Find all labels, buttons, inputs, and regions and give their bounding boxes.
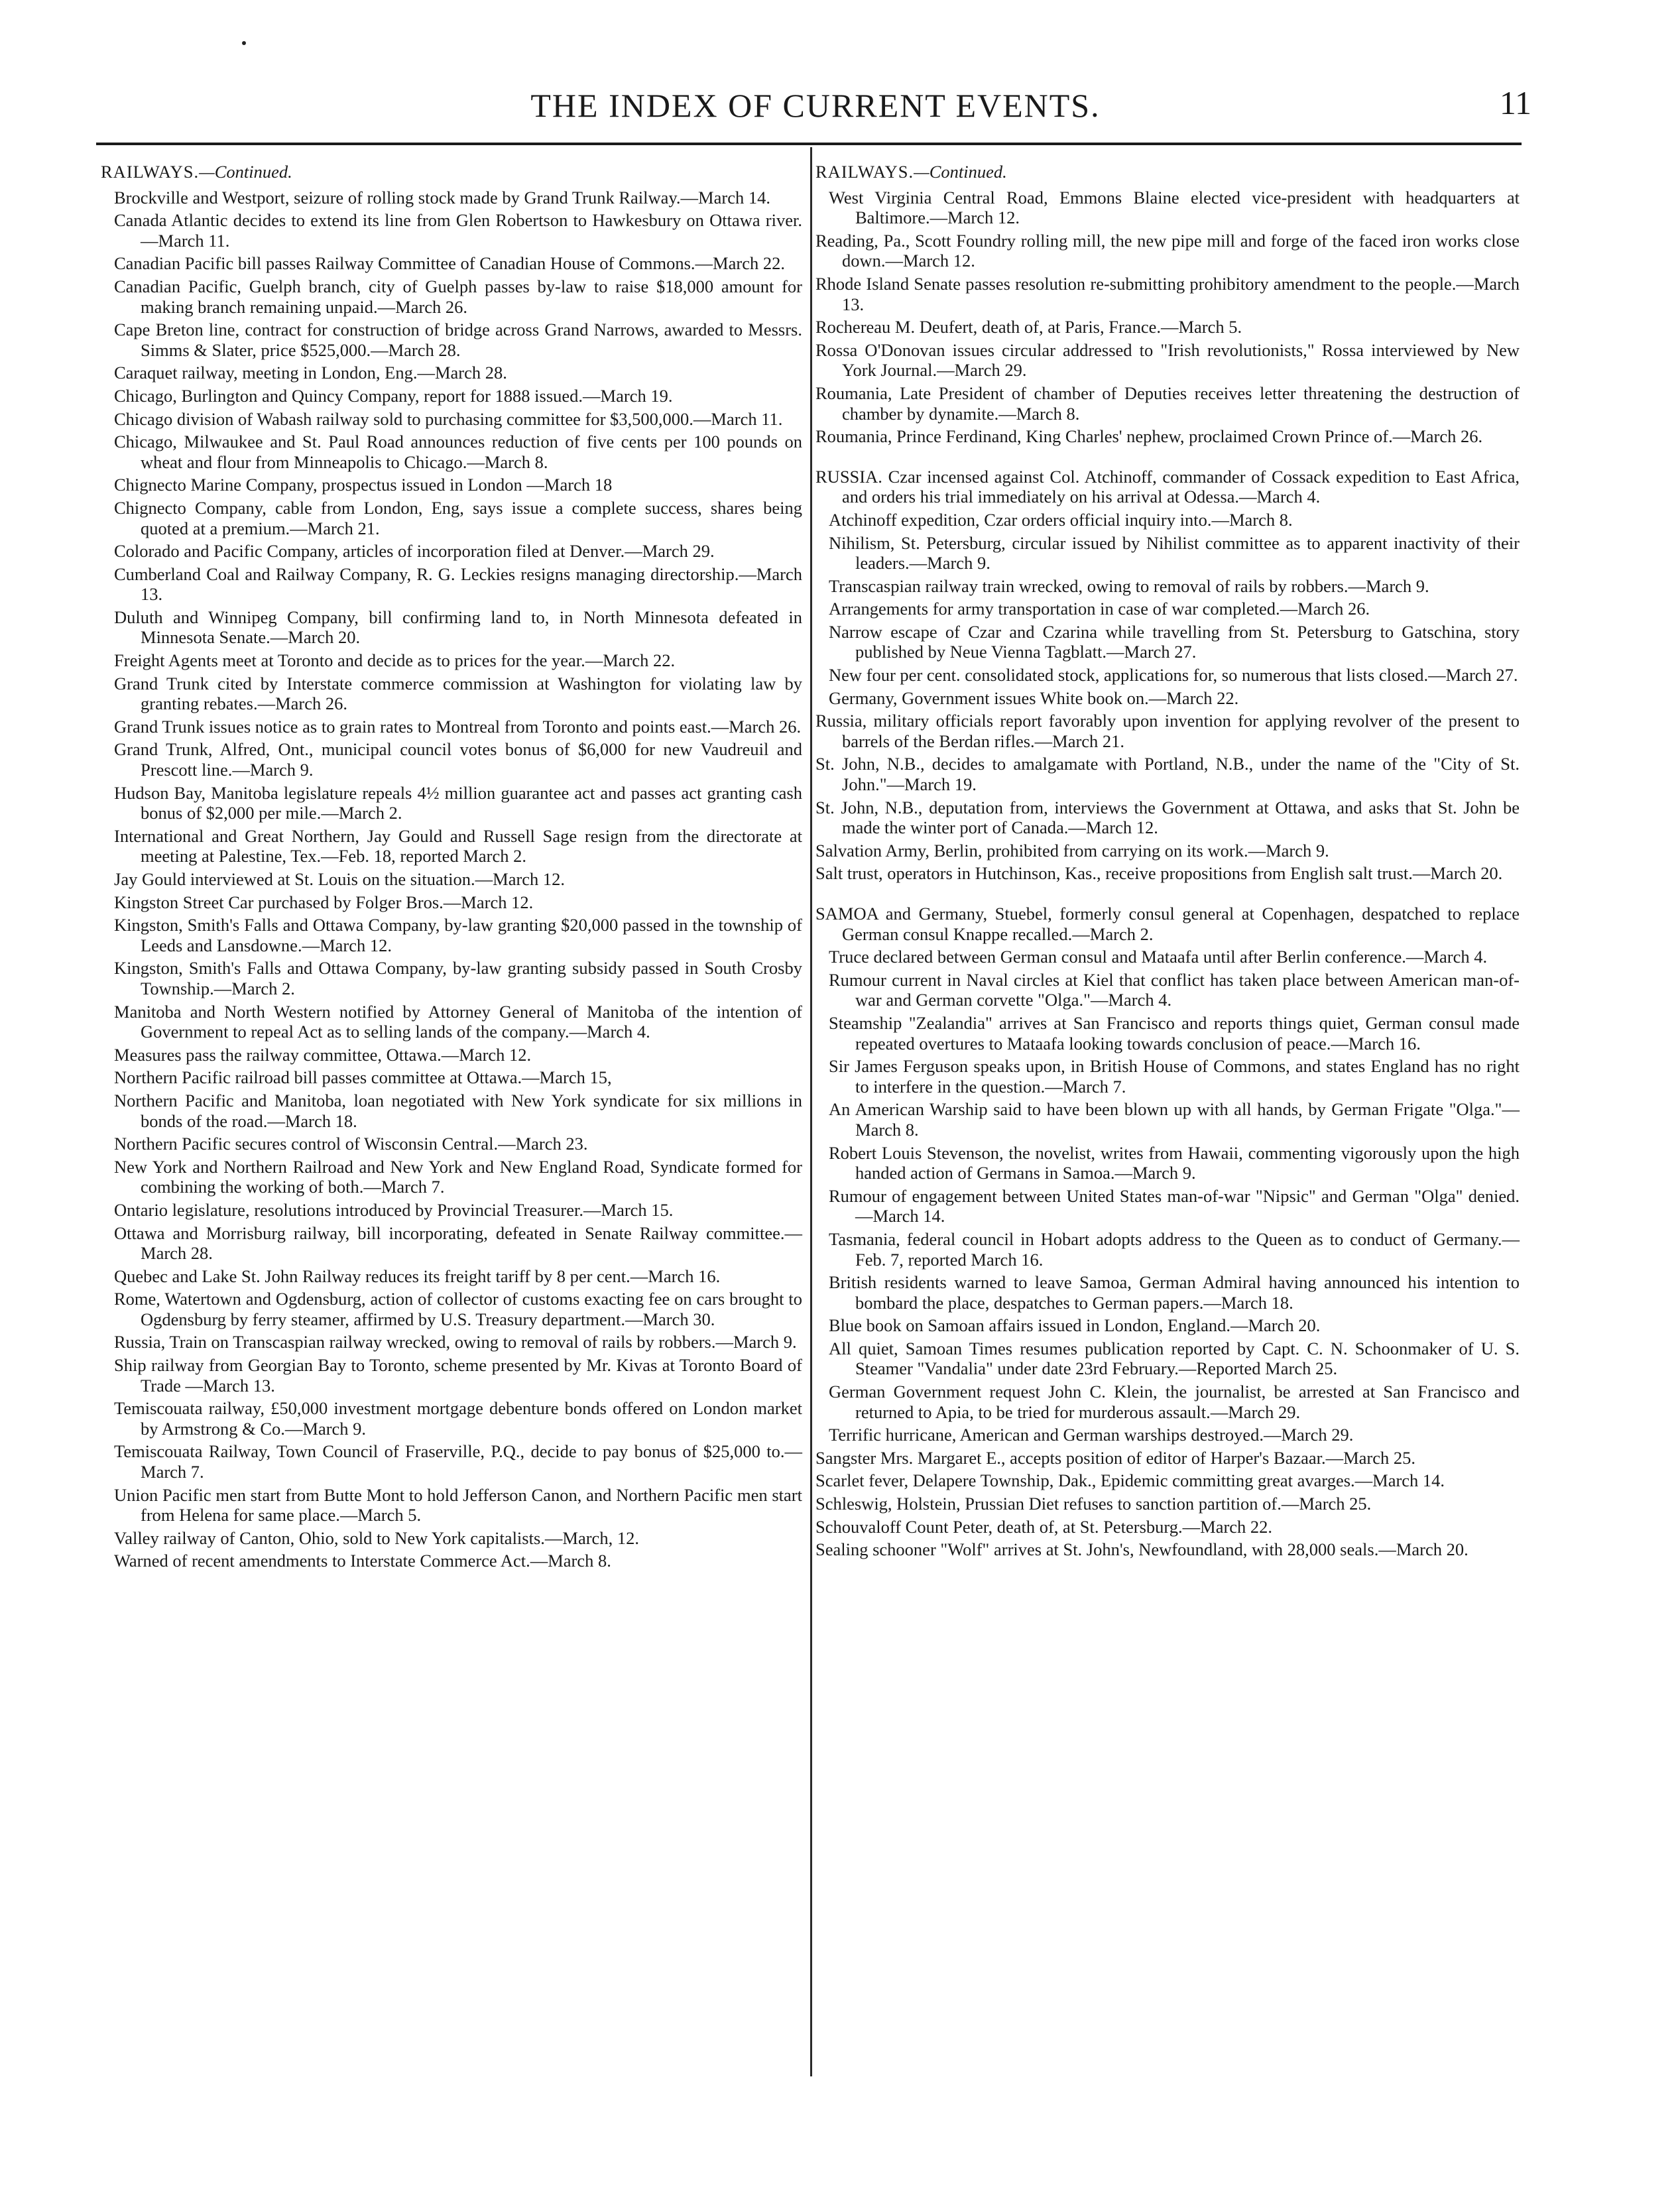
index-entry: New four per cent. consolidated stock, applications for, so numerous that lists closed.—March 27.	[829, 665, 1518, 686]
index-entry: Canadian Pacific bill passes Railway Committee of Canadian House of Commons.—March 22.	[114, 253, 785, 274]
index-entry: Brockville and Westport, seizure of rolling stock made by Grand Trunk Railway.—March 14.	[114, 187, 770, 208]
index-entry: Grand Trunk, Alfred, Ont., municipal council votes bonus of $6,000 for new Vaudreuil and Prescott line.—March 9.	[114, 739, 802, 780]
index-entry: Tasmania, federal council in Hobart adopts address to the Queen as to conduct of Germany.—Feb. 7, reported March 16.	[829, 1228, 1520, 1270]
index-entry: Quebec and Lake St. John Railway reduces its freight tariff by 8 per cent.—March 16.	[114, 1266, 721, 1286]
index-entry: New York and Northern Railroad and New York and New England Road, Syndicate formed for combining the working of both.—March 7.	[114, 1156, 802, 1197]
index-entry: Terrific hurricane, American and German warships destroyed.—March 29.	[829, 1425, 1354, 1445]
index-entry: Reading, Pa., Scott Foundry rolling mill, the new pipe mill and forge of the faced iron works close down.—March 12.	[815, 230, 1520, 271]
index-entry: Sir James Ferguson speaks upon, in British House of Commons, and states England has no right to interfere in the question.—March 7.	[829, 1056, 1520, 1097]
index-entry: Rossa O'Donovan issues circular addressed to "Irish revolutionists," Rossa interviewed by New York Journal.—March 29.	[815, 339, 1520, 381]
index-entry: Atchinoff expedition, Czar orders official inquiry into.—March 8.	[829, 509, 1293, 530]
index-entry: Steamship "Zealandia" arrives at San Francisco and reports things quiet, German consul made repeated overtures to Mataafa looking towards conclusion of peace.—March 16.	[829, 1012, 1520, 1053]
index-entry: Russia, Train on Transcaspian railway wrecked, owing to removal of rails by robbers.—March 9.	[114, 1332, 797, 1352]
index-entry: Chignecto Company, cable from London, Eng, says issue a complete success, shares being quoted at a premium.—March 21.	[114, 497, 802, 538]
index-entry: Robert Louis Stevenson, the novelist, writes from Hawaii, commenting vigorously upon the high handed action of Germans in Samoa.—March 9.	[829, 1142, 1520, 1183]
index-entry: Rome, Watertown and Ogdensburg, action of collector of customs exacting fee on cars brought to Ogdensburg by ferry steamer, affirmed by U.S. Treasury department.—March 30.	[114, 1289, 802, 1329]
index-entry: Arrangements for army transportation in case of war completed.—March 26.	[829, 599, 1370, 619]
index-entry: Transcaspian railway train wrecked, owing to removal of rails by robbers.—March 9.	[829, 575, 1429, 596]
section-heading-railways-continued: RAILWAYS.—Continued.	[815, 162, 1007, 182]
index-entry: Sealing schooner "Wolf" arrives at St. John's, Newfoundland, with 28,000 seals.—March 20.	[815, 1539, 1469, 1560]
index-entry: International and Great Northern, Jay Gould and Russell Sage resign from the directorate at meeting at Palestine, Tex.—Feb. 18, reported March 2.	[114, 825, 802, 866]
index-entry: Cape Breton line, contract for construction of bridge across Grand Narrows, awarded to Messrs. Simms & Slater, price $525,000.—March 28.	[114, 320, 802, 360]
index-entry: Salt trust, operators in Hutchinson, Kas., receive propositions from English salt trust.—March 20.	[815, 863, 1503, 884]
left-column	[101, 162, 802, 1574]
russia-entry-list	[815, 510, 1520, 708]
index-entry: Russia, military officials report favorably upon invention for applying revolver of the present to barrels of the Berdan rifles.—March 21.	[815, 711, 1520, 751]
index-entry: Scarlet fever, Delapere Township, Dak., Epidemic committing great avarges.—March 14.	[815, 1470, 1445, 1491]
index-entry: West Virginia Central Road, Emmons Blaine elected vice-president with headquarters at Baltimore.—March 12.	[829, 187, 1520, 228]
index-entry: Grand Trunk issues notice as to grain rates to Montreal from Toronto and points east.—March 26.	[114, 716, 802, 737]
index-entry: Rhode Island Senate passes resolution re-submitting prohibitory amendment to the people.—March 13.	[815, 273, 1520, 314]
column-divider	[810, 147, 812, 2076]
section-heading-railways: RAILWAYS.—Continued.	[101, 162, 292, 182]
left-entry-list	[101, 188, 802, 1571]
index-entry: Germany, Government issues White book on.—March 22.	[829, 687, 1239, 708]
samoa-heading-entry: SAMOA and Germany, Stuebel, formerly consul general at Copenhagen, despatched to replace German consul Knappe recalled.—March 2.	[815, 904, 1520, 944]
index-entry: Cumberland Coal and Railway Company, R. G. Leckies resigns managing directorship.—March 13.	[114, 564, 802, 605]
right-column	[815, 162, 1520, 1563]
index-entry: Northern Pacific railroad bill passes committee at Ottawa.—March 15,	[114, 1067, 612, 1088]
index-entry: Warned of recent amendments to Interstate Commerce Act.—March 8.	[114, 1551, 611, 1571]
index-entry: Chicago, Milwaukee and St. Paul Road announces reduction of five cents per 100 pounds on wheat and flour from Minneapolis to Chicago.—March 8.	[114, 432, 802, 472]
railway-entry-list	[815, 188, 1520, 228]
index-entry: Hudson Bay, Manitoba legislature repeals 4½ million guarantee act and passes act granting cash bonus of $2,000 per mile.—March 2.	[114, 782, 802, 823]
index-entry: Temiscouata railway, £50,000 investment mortgage debenture bonds offered on London market by Armstrong & Co.—March 9.	[114, 1398, 802, 1439]
index-entry: Sangster Mrs. Margaret E., accepts position of editor of Harper's Bazaar.—March 25.	[815, 1447, 1416, 1468]
ink-speck	[242, 41, 246, 45]
index-entry: Canada Atlantic decides to extend its line from Glen Robertson to Hawkesbury on Ottawa river.—March 11.	[114, 210, 802, 251]
index-entry: Narrow escape of Czar and Czarina while travelling from St. Petersburg to Gatschina, story published by Neue Vienna Tagblatt.—March 27.	[829, 621, 1520, 662]
index-entry: Ship railway from Georgian Bay to Toronto, scheme presented by Mr. Kivas at Toronto Board of Trade —March 13.	[114, 1355, 802, 1396]
header-rule	[96, 143, 1522, 145]
index-entry: Canadian Pacific, Guelph branch, city of Guelph passes by-law to raise $18,000 amount for making branch remaining unpaid.—March 26.	[114, 276, 802, 317]
index-entry: Grand Trunk cited by Interstate commerce commission at Washington for violating law by granting rebates.—March 26.	[114, 673, 802, 714]
index-entry: Northern Pacific secures control of Wisconsin Central.—March 23.	[114, 1134, 588, 1154]
index-entry: Chicago, Burlington and Quincy Company, report for 1888 issued.—March 19.	[114, 385, 673, 406]
index-entry: Rumour current in Naval circles at Kiel that conflict has taken place between American man-of-war and German corvette "Olga."—March 4.	[829, 969, 1520, 1010]
index-entry: Salvation Army, Berlin, prohibited from carrying on its work.—March 9.	[815, 840, 1329, 861]
index-entry: Measures pass the railway committee, Ottawa.—March 12.	[114, 1044, 532, 1065]
entry-list-s	[815, 711, 1520, 884]
index-entry: Truce declared between German consul and Mataafa until after Berlin conference.—March 4.	[829, 947, 1488, 967]
index-entry: Union Pacific men start from Butte Mont to hold Jefferson Canon, and Northern Pacific men start from Helena for same place.—March 5.	[114, 1484, 802, 1525]
index-entry: British residents warned to leave Samoa, German Admiral having announced his intention to bombard the place, despatches to German papers.—March 18.	[829, 1272, 1520, 1313]
index-entry: Northern Pacific and Manitoba, loan negotiated with New York syndicate for six millions in bonds of the road.—March 18.	[114, 1090, 802, 1131]
index-entry: Caraquet railway, meeting in London, Eng.—March 28.	[114, 363, 507, 383]
index-entry: Blue book on Samoan affairs issued in London, England.—March 20.	[829, 1315, 1321, 1336]
index-entry: Chignecto Marine Company, prospectus issued in London —March 18	[114, 475, 613, 495]
index-entry: Manitoba and North Western notified by Attorney General of Manitoba of the intention of Government to repeal Act as to selling lands of the company.—March 4.	[114, 1001, 802, 1042]
index-entry: Nihilism, St. Petersburg, circular issued by Nihilist committee as to apparent inactivity of their leaders.—March 9.	[829, 532, 1520, 573]
page-number: 11	[1499, 84, 1531, 121]
page-title: THE INDEX OF CURRENT EVENTS.	[530, 87, 1101, 124]
index-entry: Valley railway of Canton, Ohio, sold to New York capitalists.—March, 12.	[114, 1527, 639, 1548]
index-entry: Colorado and Pacific Company, articles of incorporation filed at Denver.—March 29.	[114, 541, 715, 562]
index-entry: Rochereau M. Deufert, death of, at Paris, France.—March 5.	[815, 317, 1242, 337]
index-entry: Roumania, Late President of chamber of Deputies receives letter threatening the destruction of chamber by dynamite.—March 8.	[815, 383, 1520, 424]
index-entry: An American Warship said to have been blown up with all hands, by German Frigate "Olga."—March 8.	[829, 1099, 1520, 1140]
samoa-entry-list	[815, 947, 1520, 1445]
index-entry: German Government request John C. Klein, the journalist, be arrested at San Francisco and returned to Apia, to be tried for murderous assault.—March 29.	[829, 1382, 1520, 1422]
index-entry: Kingston, Smith's Falls and Ottawa Company, by-law granting $20,000 passed in the township of Leeds and Lansdowne.—March 12.	[114, 915, 802, 955]
index-entry: Schouvaloff Count Peter, death of, at St. Petersburg.—March 22.	[815, 1516, 1273, 1537]
index-entry: Jay Gould interviewed at St. Louis on the situation.—March 12.	[114, 869, 566, 889]
entry-list-r	[815, 231, 1520, 447]
index-entry: Ontario legislature, resolutions introduced by Provincial Treasurer.—March 15.	[114, 1199, 674, 1220]
index-entry: Chicago division of Wabash railway sold to purchasing committee for $3,500,000.—March 11.	[114, 408, 783, 429]
index-entry: Rumour of engagement between United States man-of-war "Nipsic" and German "Olga" denied.—March 14.	[829, 1185, 1520, 1226]
index-entry: Roumania, Prince Ferdinand, King Charles' nephew, proclaimed Crown Prince of.—March 26.	[815, 426, 1483, 447]
index-entry: St. John, N.B., decides to amalgamate with Portland, N.B., under the name of the "City of St. John."—March 19.	[815, 754, 1520, 795]
russia-heading-entry: RUSSIA. Czar incensed against Col. Atchinoff, commander of Cossack expedition to East Africa, and orders his trial immediately on his arrival at Odessa.—March 4.	[815, 466, 1520, 507]
index-entry: Duluth and Winnipeg Company, bill confirming land to, in North Minnesota defeated in Minnesota Senate.—March 20.	[114, 607, 802, 648]
index-entry: Freight Agents meet at Toronto and decide as to prices for the year.—March 22.	[114, 650, 676, 671]
index-entry: Schleswig, Holstein, Prussian Diet refuses to sanction partition of.—March 25.	[815, 1494, 1372, 1514]
index-entry: All quiet, Samoan Times resumes publication reported by Capt. C. N. Schoonmaker of U. S. Steamer "Vandalia" under date 23rd February.—Reported March 25.	[829, 1338, 1520, 1379]
entry-list-s2	[815, 1448, 1520, 1560]
index-entry: Kingston Street Car purchased by Folger Bros.—March 12.	[114, 892, 534, 912]
index-entry: St. John, N.B., deputation from, interviews the Government at Ottawa, and asks that St. John be made the winter port of Canada.—March 12.	[815, 797, 1520, 838]
index-entry: Kingston, Smith's Falls and Ottawa Company, by-law granting subsidy passed in South Crosby Township.—March 2.	[114, 958, 802, 998]
page-header	[99, 86, 1531, 139]
index-entry: Temiscouata Railway, Town Council of Fraserville, P.Q., decide to pay bonus of $25,000 to.—March 7.	[114, 1441, 802, 1482]
index-entry: Ottawa and Morrisburg railway, bill incorporating, defeated in Senate Railway committee.—March 28.	[114, 1223, 802, 1264]
